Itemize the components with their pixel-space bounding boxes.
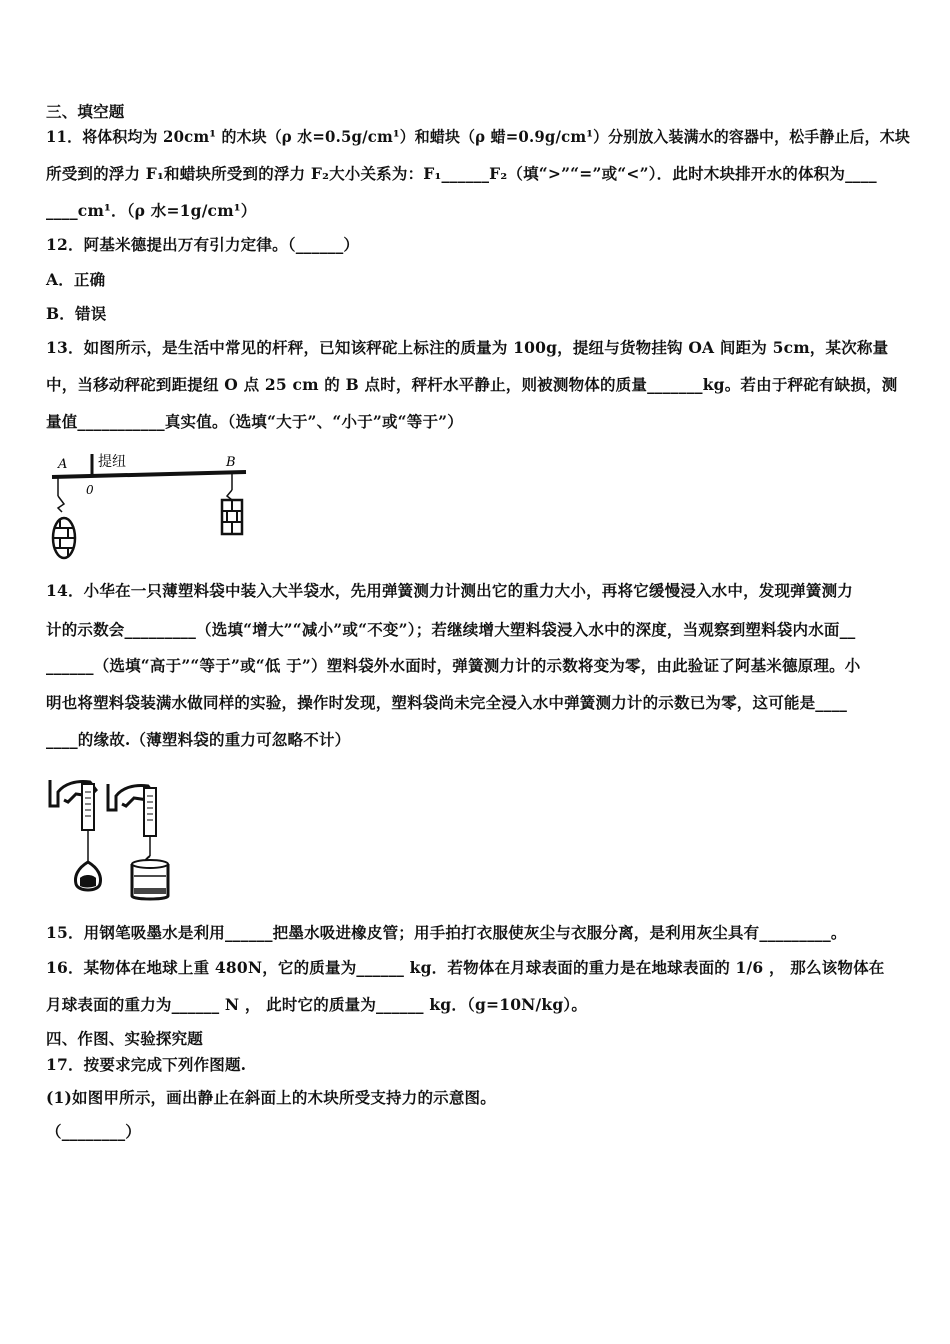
question-14-line-1: 14．小华在一只薄塑料袋中装入大半袋水，先用弹簧测力计测出它的重力大小，再将它缓慢浸入水中，发现弹簧测力: [46, 581, 853, 600]
question-16-line-1: 16．某物体在地球上重 480N，它的质量为______ kg．若物体在月球表面的重力是在地球表面的 1/6 ， 那么该物体在: [46, 958, 885, 977]
figure-label-b: B: [226, 455, 236, 470]
steelyard-figure: [46, 446, 256, 564]
question-12-option-b: B．错误: [46, 304, 107, 323]
right-spring-scale-icon: [144, 788, 156, 836]
weight-hook-icon: [227, 490, 232, 500]
question-17-part-1: (1)如图甲所示，画出静止在斜面上的木块所受支持力的示意图。: [46, 1088, 496, 1107]
question-11-line-3: ____cm¹．（ρ 水=1g/cm¹）: [46, 201, 257, 220]
section-4-heading: 四、作图、实验探究题: [46, 1029, 204, 1048]
beaker-base-shading: [134, 888, 166, 894]
hook-icon: [58, 496, 64, 512]
question-16-line-2: 月球表面的重力为______ N ， 此时它的质量为______ kg．（g=10N/kg）。: [46, 995, 588, 1014]
section-3-heading: 三、填空题: [46, 102, 125, 121]
question-12-option-a: A．正确: [46, 270, 106, 289]
question-14-line-2: 计的示数会_________（选填“增大”“减小”或“不变”）；若继续增大塑料袋浸入水中的深度，当观察到塑料袋内水面__: [46, 620, 856, 639]
question-14-line-3: ______（选填“高于”“等于”或“低 于”）塑料袋外水面时，弹簧测力计的示数将变为零，由此验证了阿基米德原理。小: [46, 656, 861, 675]
question-17-answer-blank: （________）: [46, 1122, 142, 1141]
figure-label-o: 0: [86, 483, 94, 497]
steelyard-beam: [52, 472, 246, 477]
water-bag-shading: [80, 875, 96, 888]
figure-label-tizu: 提纽: [98, 454, 126, 470]
question-13-line-3: 量值___________真实值。（选填“大于”、“小于”或“等于”）: [46, 412, 463, 431]
question-14-line-5: ____的缘故.（薄塑料袋的重力可忽略不计）: [46, 730, 351, 749]
question-11-line-2: 所受到的浮力 F₁和蜡块所受到的浮力 F₂大小关系为：F₁______F₂（填“>”“=”或“<”）．此时木块排开水的体积为____: [46, 164, 877, 183]
question-15: 15．用钢笔吸墨水是利用______把墨水吸进橡皮管；用手拍打衣服使灰尘与衣服分离，是利用灰尘具有_________。: [46, 923, 847, 942]
question-13-line-2: 中，当移动秤砣到距提纽 O 点 25 cm 的 B 点时，秤杆水平静止，则被测物体的质量_______kg。若由于秤砣有缺损，测: [46, 375, 898, 394]
question-12-stem: 12．阿基米德提出万有引力定律。（______）: [46, 235, 360, 254]
question-14-line-4: 明也将塑料袋装满水做同样的实验，操作时发现，塑料袋尚未完全浸入水中弹簧测力计的示数已为零，这可能是____: [46, 693, 848, 712]
question-17-stem: 17．按要求完成下列作图题.: [46, 1055, 247, 1074]
spring-scale-figure: [46, 770, 176, 905]
beaker-rim: [132, 860, 168, 868]
question-13-line-1: 13．如图所示，是生活中常见的杆秤，已知该秤砣上标注的质量为 100g，提纽与货物挂钩 OA 间距为 5cm，某次称量: [46, 338, 889, 357]
left-spring-scale-icon: [82, 784, 94, 830]
figure-label-a: A: [58, 457, 68, 472]
question-11-line-1: 11．将体积均为 20cm¹ 的木块（ρ 水=0.5g/cm¹）和蜡块（ρ 蜡=0.9g/cm¹）分别放入装满水的容器中，松手静止后，木块: [46, 127, 910, 146]
